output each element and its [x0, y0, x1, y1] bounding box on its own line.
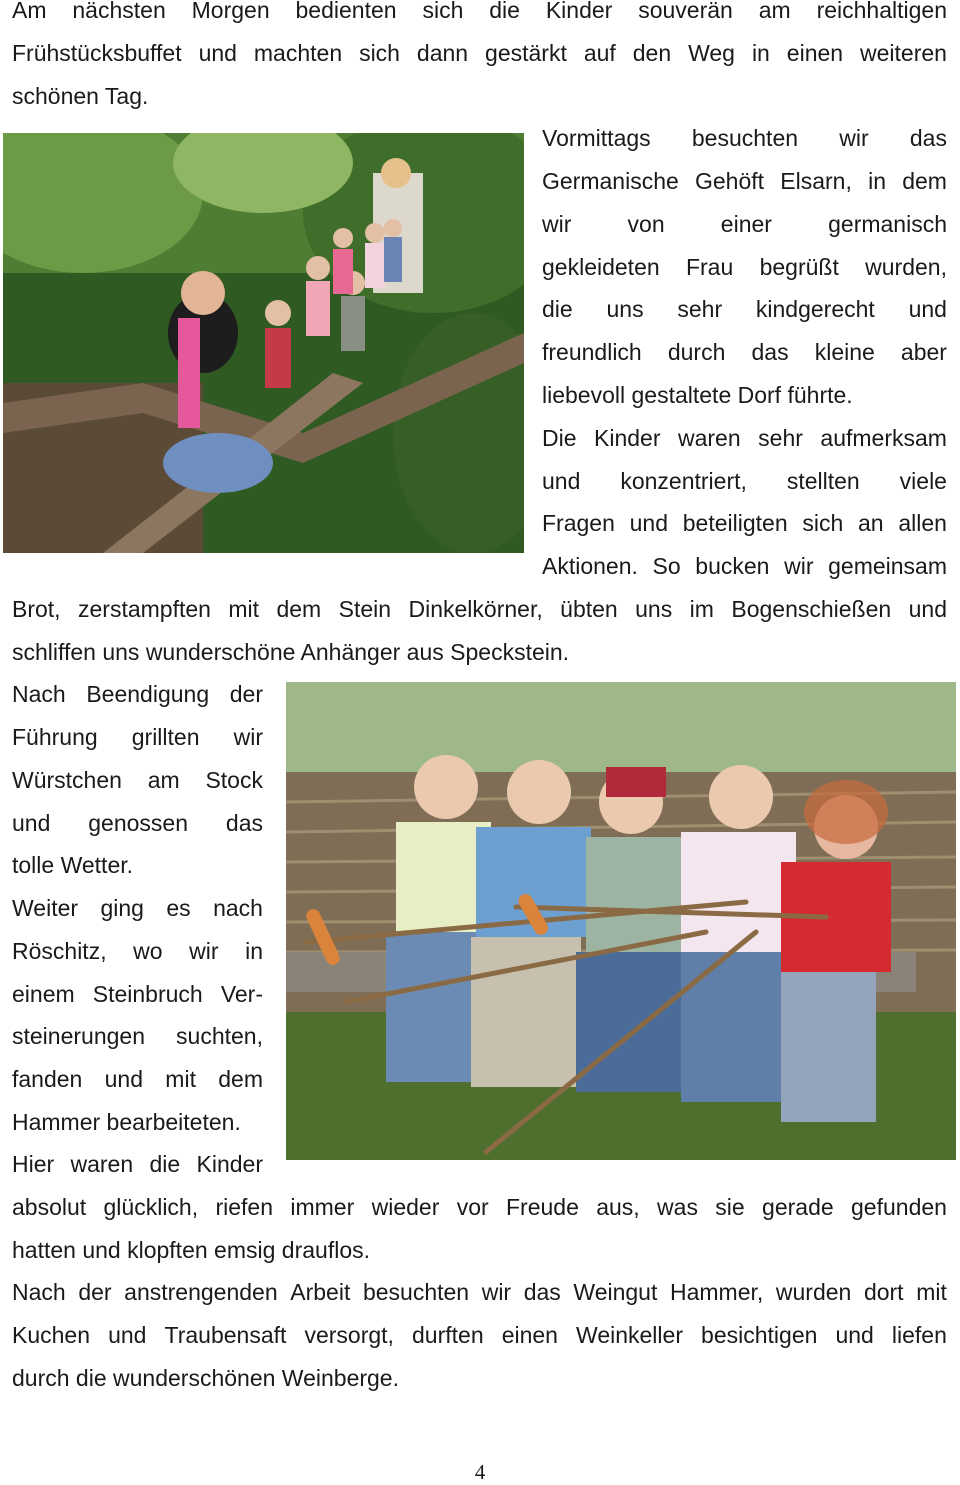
word: der	[78, 1279, 112, 1305]
word: anstrengenden	[124, 1279, 278, 1305]
word: die	[149, 1151, 181, 1177]
word: wir	[189, 938, 219, 964]
word: das	[523, 1279, 561, 1305]
word: Die	[542, 425, 577, 451]
text-line	[542, 296, 947, 322]
word: Würstchen	[12, 767, 122, 793]
word: Freude	[506, 1194, 579, 1220]
word: in	[751, 40, 770, 66]
word: von	[627, 211, 665, 237]
word: weiteren	[860, 40, 947, 66]
text-line: schönen Tag.	[12, 83, 149, 109]
word: Hammer,	[669, 1279, 764, 1305]
word: einem	[12, 981, 75, 1007]
word: die	[542, 296, 573, 322]
word: Arbeit	[290, 1279, 351, 1305]
word: Morgen	[191, 0, 270, 23]
word: Hier	[12, 1151, 55, 1177]
word: germanisch	[828, 211, 947, 237]
word: gerade	[762, 1194, 834, 1220]
word: Germanische	[542, 168, 679, 194]
word: riefen	[215, 1194, 274, 1220]
word: sich	[359, 40, 400, 66]
word: und	[908, 296, 947, 322]
word: und	[198, 40, 237, 66]
word: Führung	[12, 724, 98, 750]
word: Elsarn,	[780, 168, 852, 194]
text-line	[12, 724, 263, 750]
text-line	[12, 0, 947, 23]
word: waren	[70, 1151, 134, 1177]
word: dann	[416, 40, 469, 66]
text-line	[12, 1066, 263, 1092]
word: dort	[863, 1279, 904, 1305]
word: was	[657, 1194, 698, 1220]
word: Kinder	[196, 1151, 263, 1177]
word: Steinbruch	[92, 981, 203, 1007]
word: Aktionen.	[542, 553, 638, 579]
word: den	[632, 40, 672, 66]
word: uns	[635, 596, 673, 622]
word: am	[147, 767, 180, 793]
word: wo	[133, 938, 163, 964]
text-line	[542, 211, 947, 237]
word: Am	[12, 0, 47, 23]
word: sie	[715, 1194, 745, 1220]
word: gefunden	[851, 1194, 947, 1220]
word: und	[104, 1066, 144, 1092]
word: auf	[583, 40, 616, 66]
word: So	[652, 553, 681, 579]
word: einen	[786, 40, 844, 66]
word: und	[835, 1322, 874, 1348]
word: durch	[667, 339, 726, 365]
word: bucken	[695, 553, 770, 579]
word: sich	[422, 0, 464, 23]
word: es	[166, 895, 191, 921]
word: nächsten	[72, 0, 166, 23]
word: kleine	[814, 339, 875, 365]
word: wurden,	[865, 254, 947, 280]
word: dem	[276, 596, 322, 622]
word: übten	[560, 596, 618, 622]
word: und	[629, 510, 668, 536]
word: aufmerksam	[820, 425, 947, 451]
word: am	[758, 0, 791, 23]
word: glücklich,	[103, 1194, 199, 1220]
word: allen	[898, 510, 947, 536]
word: bedienten	[295, 0, 397, 23]
word: gemeinsam	[828, 553, 947, 579]
word: das	[909, 125, 947, 151]
word: Frau	[685, 254, 734, 280]
word: stellten	[786, 468, 860, 494]
word: Röschitz,	[12, 938, 107, 964]
word: gekleideten	[542, 254, 660, 280]
word: sehr	[758, 425, 803, 451]
word: vor	[456, 1194, 489, 1220]
word: die	[489, 0, 520, 23]
word: gestärkt	[485, 40, 567, 66]
word: wir	[481, 1279, 512, 1305]
text-line	[12, 1194, 947, 1220]
word: viele	[899, 468, 947, 494]
photo-children-grilling	[286, 682, 956, 1160]
word: fanden	[12, 1066, 83, 1092]
word: das	[751, 339, 789, 365]
word: in	[868, 168, 886, 194]
word: durften	[412, 1322, 484, 1348]
text-line	[12, 1023, 263, 1049]
word: genossen	[88, 810, 189, 836]
word: in	[245, 938, 263, 964]
word: wieder	[371, 1194, 440, 1220]
word: wir	[233, 724, 263, 750]
word: aber	[900, 339, 947, 365]
page-number: 4	[474, 1460, 486, 1484]
text-line: durch die wunderschönen Weinberge.	[12, 1365, 399, 1391]
word: mit	[228, 596, 260, 622]
text-line	[12, 596, 947, 622]
word: Nach	[12, 681, 66, 707]
word: Kinder	[545, 0, 613, 23]
word: das	[225, 810, 263, 836]
word: wir	[839, 125, 869, 151]
word: einer	[720, 211, 772, 237]
word: Stock	[205, 767, 263, 793]
word: Fragen	[542, 510, 615, 536]
word: einen	[501, 1322, 558, 1348]
text-line	[542, 425, 947, 451]
word: Vormittags	[542, 125, 651, 151]
text-line	[542, 168, 947, 194]
word: dem	[218, 1066, 263, 1092]
word: der	[229, 681, 263, 707]
word: wir	[784, 553, 814, 579]
word: Kinder	[594, 425, 661, 451]
word: aus,	[596, 1194, 640, 1220]
word: besichtigen	[701, 1322, 818, 1348]
word: machten	[253, 40, 343, 66]
word: Frühstücksbuffet	[12, 40, 182, 66]
text-line	[542, 339, 947, 365]
text-line	[542, 125, 947, 151]
word: mit	[165, 1066, 196, 1092]
photo-forest-bridge-group	[3, 133, 524, 553]
text-line	[542, 468, 947, 494]
word: begrüßt	[759, 254, 839, 280]
word: absolut	[12, 1194, 87, 1220]
word: und	[908, 596, 947, 622]
text-line	[12, 1279, 947, 1305]
text-line	[542, 510, 947, 536]
word: Kuchen	[12, 1322, 91, 1348]
text-line: liebevoll gestaltete Dorf führte.	[542, 382, 853, 408]
text-line	[12, 981, 263, 1007]
text-line: schliffen uns wunderschöne Anhänger aus Speckstein.	[12, 639, 570, 665]
word: Stein	[338, 596, 392, 622]
word: und	[12, 810, 51, 836]
word: wurden	[775, 1279, 852, 1305]
text-line	[12, 767, 263, 793]
word: nach	[213, 895, 263, 921]
text-line	[542, 254, 947, 280]
word: steinerungen	[12, 1023, 145, 1049]
word: und	[542, 468, 581, 494]
word: Dinkelkörner,	[408, 596, 543, 622]
text-line	[12, 895, 263, 921]
word: wir	[542, 211, 572, 237]
word: waren	[678, 425, 741, 451]
text-line	[12, 810, 263, 836]
word: zerstampften	[78, 596, 211, 622]
word: freundlich	[542, 339, 642, 365]
word: dem	[902, 168, 947, 194]
word: Weg	[688, 40, 735, 66]
text-line: Hammer bearbeiteten.	[12, 1109, 241, 1135]
word: Ver-	[220, 981, 263, 1007]
text-line	[12, 1151, 263, 1177]
word: und	[108, 1322, 147, 1348]
word: mit	[916, 1279, 947, 1305]
word: kindgerecht	[755, 296, 875, 322]
text-line	[12, 938, 263, 964]
word: reichhaltigen	[816, 0, 947, 23]
word: Weingut	[573, 1279, 658, 1305]
word: suchten,	[176, 1023, 263, 1049]
word: konzentriert,	[620, 468, 747, 494]
word: Brot,	[12, 596, 61, 622]
word: Gehöft	[695, 168, 765, 194]
text-line	[12, 681, 263, 707]
word: Beendigung	[86, 681, 210, 707]
word: immer	[290, 1194, 355, 1220]
word: grillten	[131, 724, 200, 750]
word: Nach	[12, 1279, 66, 1305]
word: sehr	[677, 296, 723, 322]
word: besuchten	[362, 1279, 470, 1305]
word: Bogenschießen	[731, 596, 892, 622]
word: Traubensaft	[164, 1322, 287, 1348]
word: Weinkeller	[576, 1322, 683, 1348]
text-line	[12, 1322, 947, 1348]
text-line: hatten und klopften emsig drauflos.	[12, 1237, 371, 1263]
word: souverän	[638, 0, 733, 23]
word: beteiligten	[682, 510, 788, 536]
word: sich	[802, 510, 844, 536]
word: versorgt,	[304, 1322, 394, 1348]
word: uns	[606, 296, 644, 322]
word: Weiter	[12, 895, 79, 921]
text-line	[542, 553, 947, 579]
text-line: tolle Wetter.	[12, 852, 134, 878]
word: besuchten	[691, 125, 799, 151]
text-line	[12, 40, 947, 66]
word: an	[858, 510, 884, 536]
word: liefen	[891, 1322, 947, 1348]
word: im	[689, 596, 714, 622]
word: ging	[100, 895, 144, 921]
